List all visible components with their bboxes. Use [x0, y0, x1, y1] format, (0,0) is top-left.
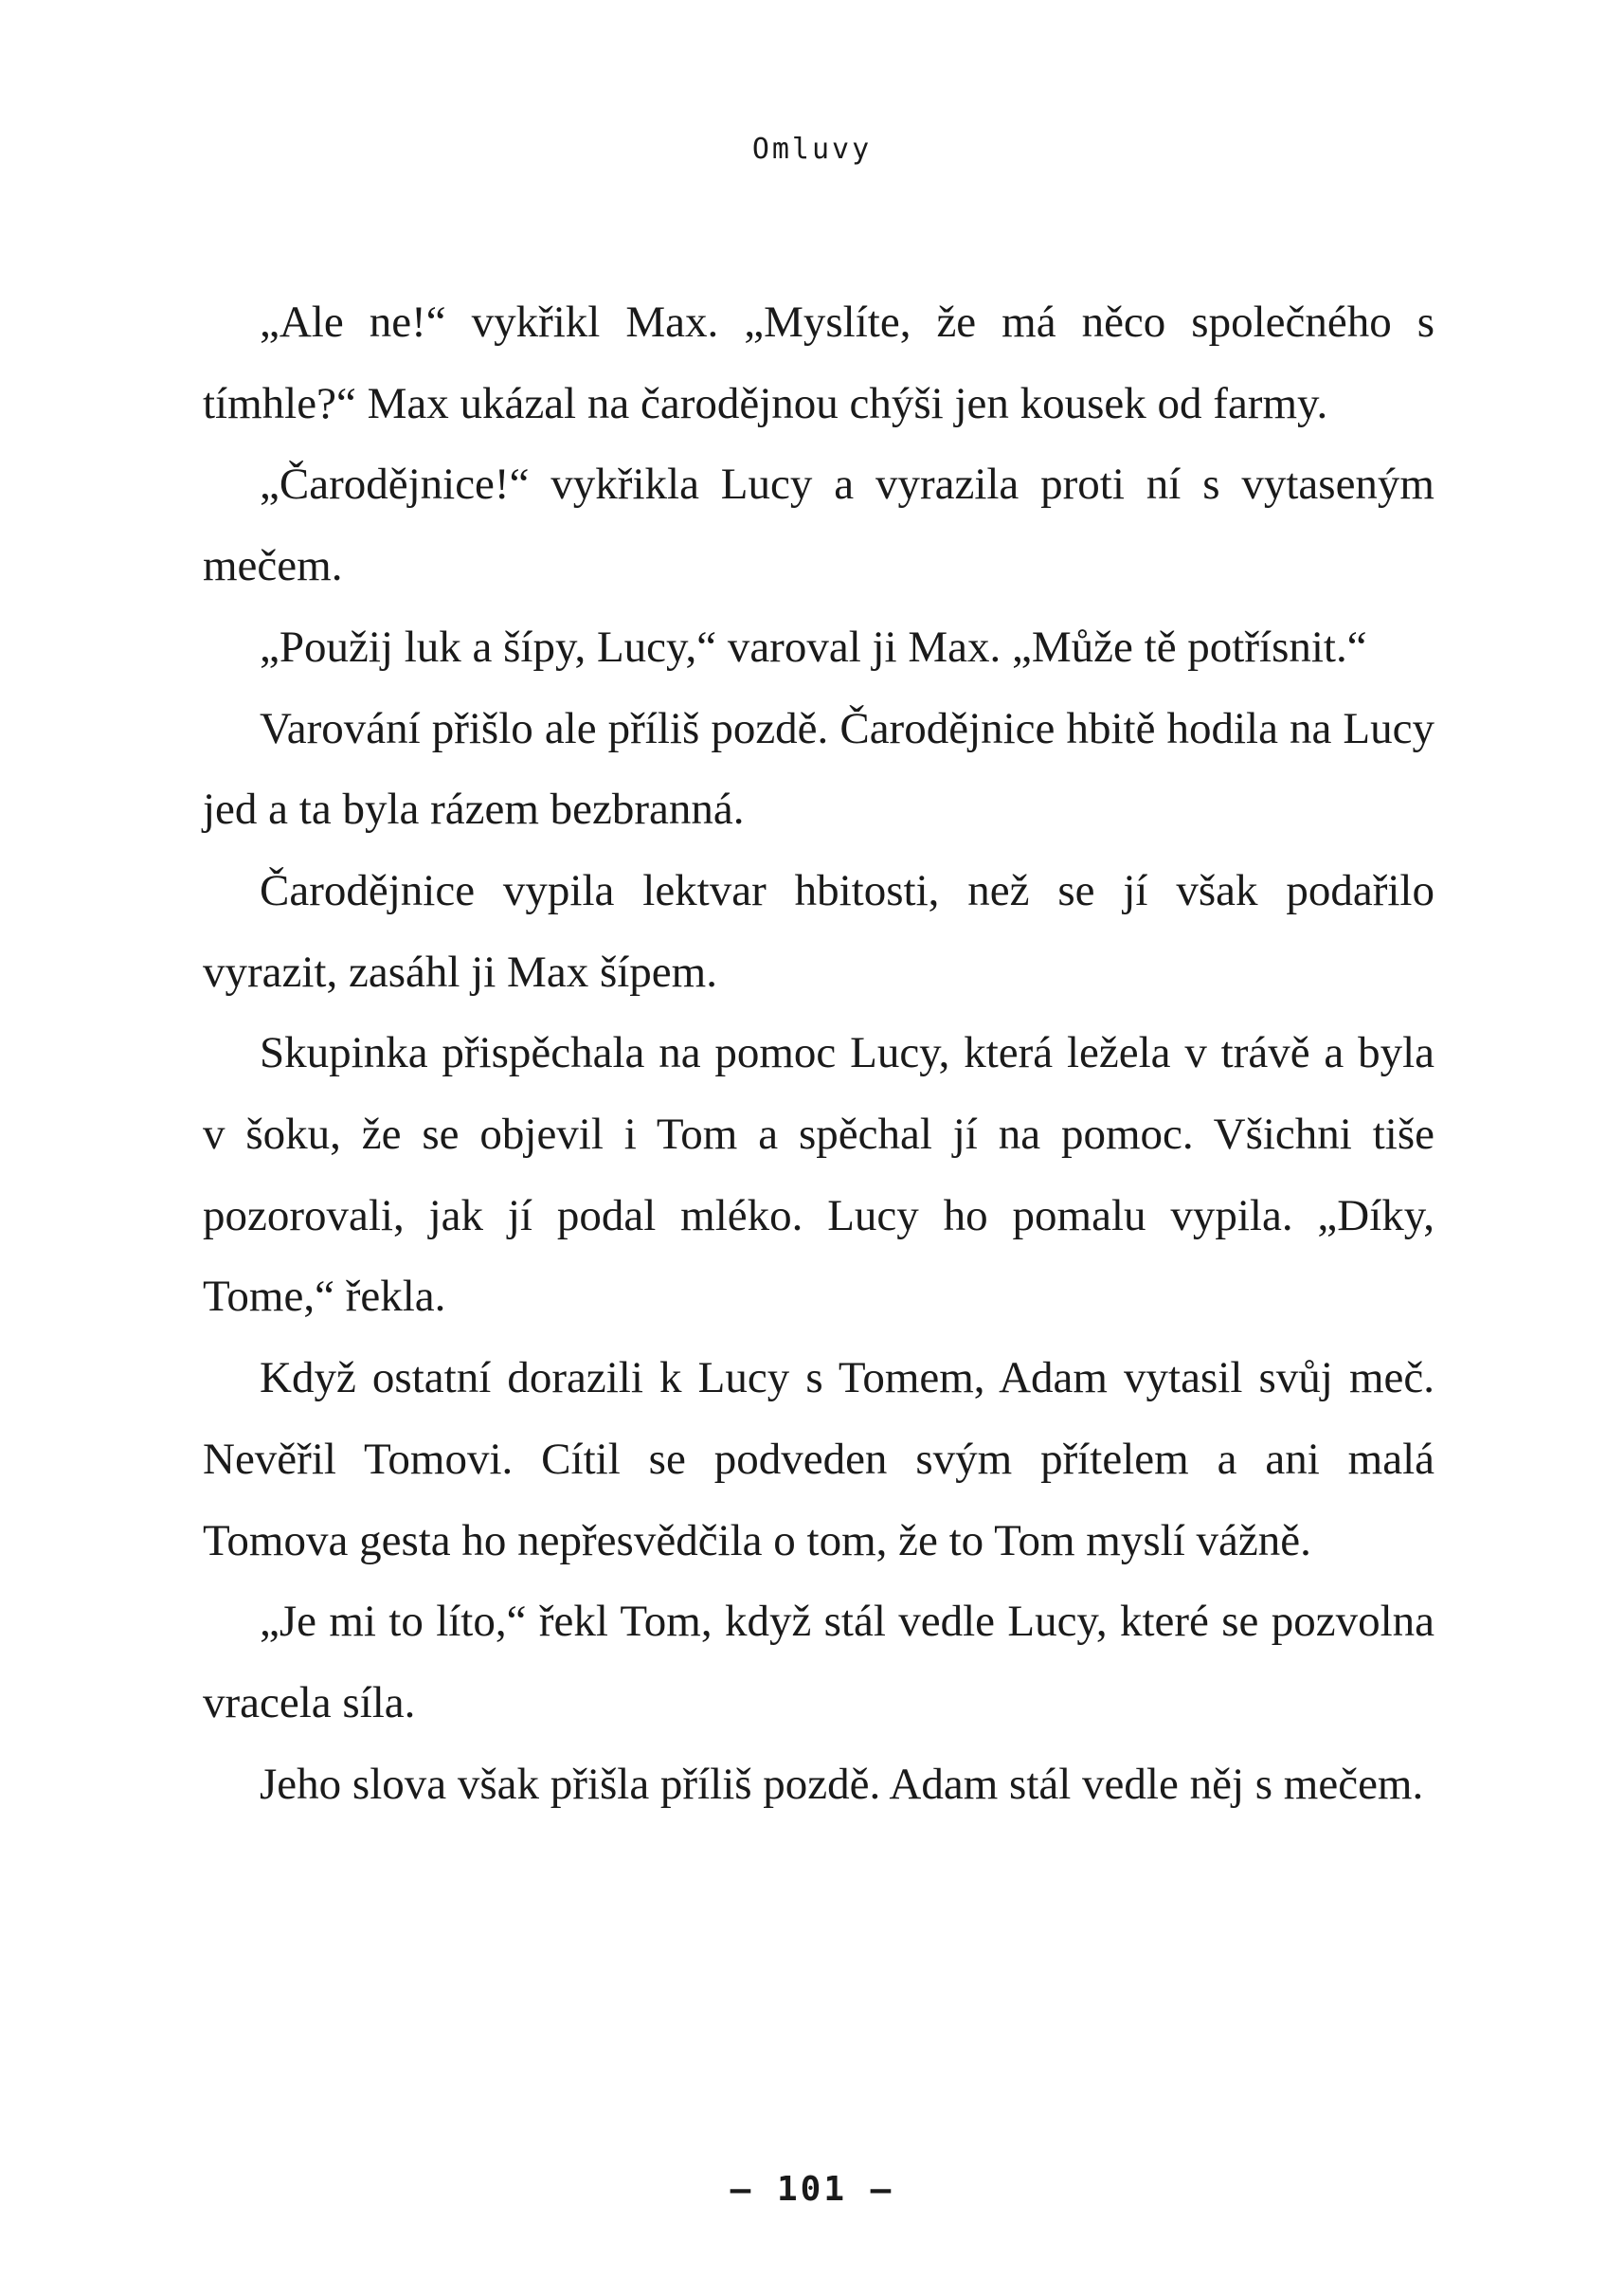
paragraph: „Čarodějnice!“ vykřikla Lucy a vyrazila proti ní s vytaseným mečem. — [203, 460, 1435, 591]
paragraph: „Použij luk a šípy, Lucy,“ varoval ji Max. „Může tě potřísnit.“ — [260, 622, 1367, 672]
body-text — [203, 282, 1435, 1825]
paragraph: Když ostatní dorazili k Lucy s Tomem, Adam vytasil svůj meč. Nevěřil Tomovi. Cítil se podveden svým přítelem a ani malá Tomova gesta ho nepřesvědčila o tom, že to Tom myslí vážně. — [203, 1353, 1435, 1565]
running-head-title: Omluvy — [751, 133, 873, 166]
paragraph: Čarodějnice vypila lektvar hbitosti, než se jí však podařilo vyrazit, zasáhl ji Max šípem. — [203, 865, 1435, 997]
page-number: – 101 – — [730, 2170, 894, 2209]
paragraph: Jeho slova však přišla příliš pozdě. Adam stál vedle něj s mečem. — [260, 1759, 1424, 1809]
paragraph: „Ale ne!“ vykřikl Max. „Myslíte, že má něco společného s tímhle?“ Max ukázal na čarodějnou chýši jen kousek od farmy. — [203, 298, 1435, 428]
paragraph: „Je mi to líto,“ řekl Tom, když stál vedle Lucy, které se pozvolna vracela síla. — [203, 1597, 1435, 1727]
paragraph: Varování přišlo ale příliš pozdě. Čarodějnice hbitě hodila na Lucy jed a ta byla rázem bezbranná. — [203, 703, 1435, 835]
paragraph: Skupinka přispěchala na pomoc Lucy, která ležela v trávě a byla v šoku, že se objevil i Tom a spěchal jí na pomoc. Všichni tiše pozorovali, jak jí podal mléko. Lucy ho pomalu vypila. „Díky, Tome,“ řekla. — [203, 1028, 1435, 1322]
